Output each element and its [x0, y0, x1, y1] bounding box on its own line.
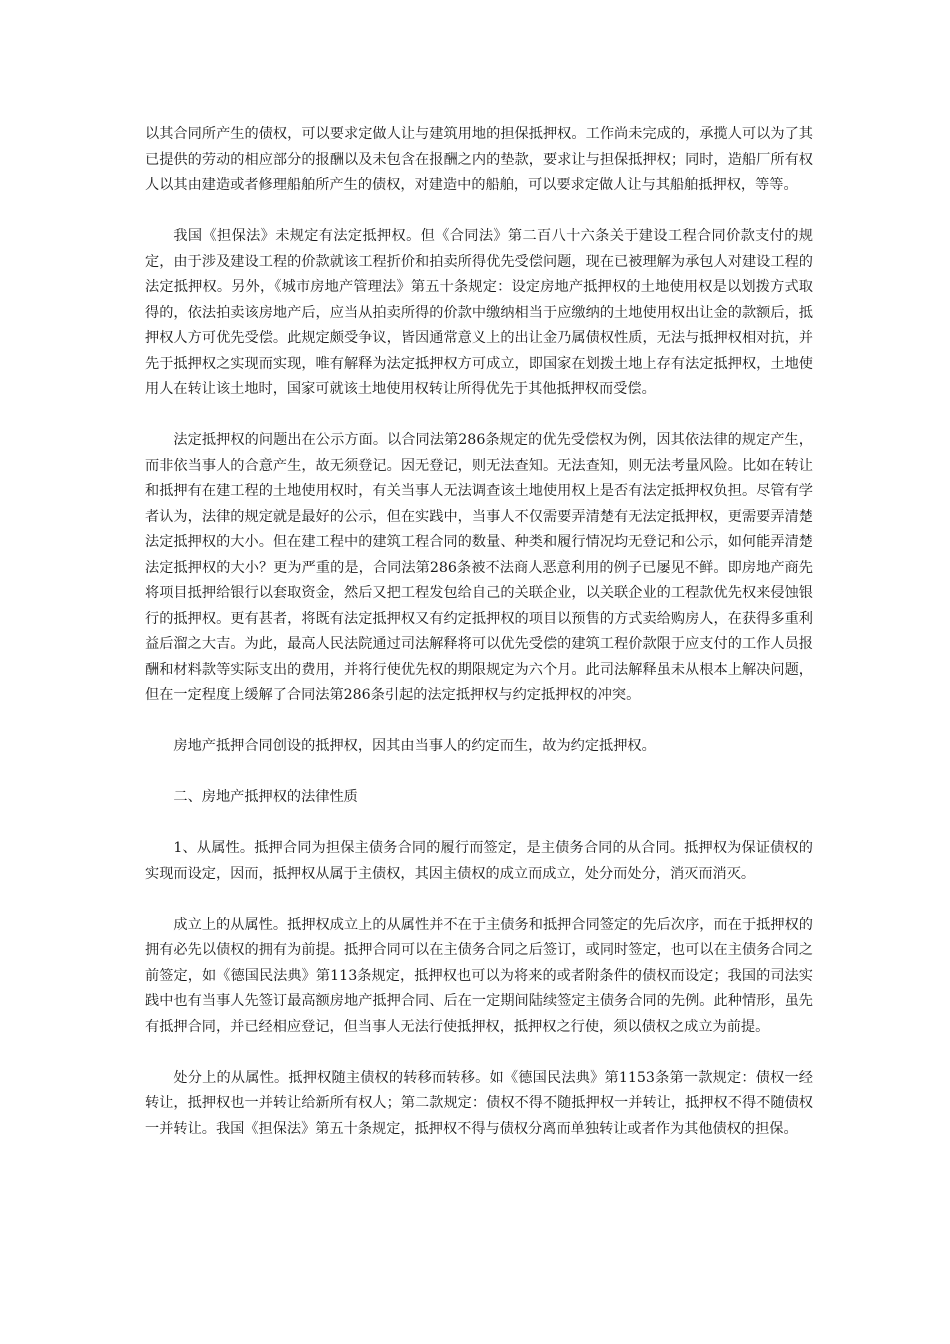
paragraph-continuation: 以其合同所产生的债权，可以要求定做人让与建筑用地的担保抵押权。工作尚未完成的，承揽人可以为了其已提供的劳动的相应部分的报酬以及未包含在报酬之内的垫款，要求让与担保抵押权；同时，造船厂所有权人以其由建造或者修理船舶所产生的债权，对建造中的船舶，可以要求定做人让与其船舶抵押权，等等。	[145, 126, 813, 193]
section-heading: 二、房地产抵押权的法律性质	[173, 789, 358, 805]
paragraph-disposition-accessory: 处分上的从属性。抵押权随主债权的转移而转移。如《德国民法典》第1153条第一款规定：债权一经转让，抵押权也一并转让给新所有权人；第二款规定：债权不得不随抵押权一并转让，抵押权不得不随债权一并转让。我国《担保法》第五十条规定，抵押权不得与债权分离而单独转让或者作为其他债权的担保。	[145, 1069, 813, 1137]
paragraph-formation-accessory: 成立上的从属性。抵押权成立上的从属性并不在于主债务和抵押合同签定的先后次序，而在于抵押权的拥有必先以债权的拥有为前提。抵押合同可以在主债务合同之后签订，或同时签定，也可以在主债务合同之前签定，如《德国民法典》第113条规定，抵押权也可以为将来的或者附条件的债权而设定；我国的司法实践中也有当事人先签订最高额房地产抵押合同、后在一定期间陆续签定主债务合同的先例。此种情形，虽先有抵押合同，并已经相应登记，但当事人无法行使抵押权，抵押权之行使，须以债权之成立为前提。	[145, 916, 813, 1035]
paragraph-publicity-problem: 法定抵押权的问题出在公示方面。以合同法第286条规定的优先受偿权为例，因其依法律的规定产生，而非依当事人的合意产生，故无须登记。因无登记，则无法查知。无法查知，则无法考量风险。比如在转让和抵押有在建工程的土地使用权时，有关当事人无法调查该土地使用权上是否有法定抵押权负担。尽管有学者认为，法律的规定就是最好的公示，但在实践中，当事人不仅需要弄清楚有无法定抵押权，更需要弄清楚法定抵押权的大小。但在建工程中的建筑工程合同的数量、种类和履行情况均无登记和公示，如何能弄清楚法定抵押权的大小？更为严重的是，合同法第286条被不法商人恶意利用的例子已屡见不鲜。即房地产商先将项目抵押给银行以套取资金，然后又把工程发包给自己的关联企业，以关联企业的工程款优先权来侵蚀银行的抵押权。更有甚者，将既有法定抵押权又有约定抵押权的项目以预售的方式卖给购房人，在获得多重利益后溜之大吉。为此，最高人民法院通过司法解释将可以优先受偿的建筑工程价款限于应支付的工作人员报酬和材料款等实际支出的费用，并将行使优先权的期限规定为六个月。此司法解释虽未从根本上解决问题，但在一定程度上缓解了合同法第286条引起的法定抵押权与约定抵押权的冲突。	[145, 432, 813, 703]
paragraph-agreed-mortgage: 房地产抵押合同创设的抵押权，因其由当事人的约定而生，故为约定抵押权。	[173, 738, 656, 754]
paragraph-accessory-nature: 1、从属性。抵押合同为担保主债务合同的履行而签定，是主债务合同的从合同。抵押权为保证债权的实现而设定，因而，抵押权从属于主债权，其因主债权的成立而成立，处分而处分，消灭而消灭。	[145, 840, 813, 882]
document-body	[145, 122, 813, 1168]
paragraph-statutory-mortgage-china: 我国《担保法》未规定有法定抵押权。但《合同法》第二百八十六条关于建设工程合同价款支付的规定，由于涉及建设工程的价款就该工程折价和拍卖所得优先受偿问题，现在已被理解为承包人对建设工程的法定抵押权。另外，《城市房地产管理法》第五十条规定：设定房地产抵押权的土地使用权是以划拨方式取得的，依法拍卖该房地产后，应当从拍卖所得的价款中缴纳相当于应缴纳的土地使用权出让金的款额后，抵押权人方可优先受偿。此规定颇受争议，皆因通常意义上的出让金乃属债权性质，无法与抵押权相对抗，并先于抵押权之实现而实现，唯有解释为法定抵押权方可成立，即国家在划拨土地上存有法定抵押权，土地使用人在转让该土地时，国家可就该土地使用权转让所得优先于其他抵押权而受偿。	[145, 228, 813, 397]
